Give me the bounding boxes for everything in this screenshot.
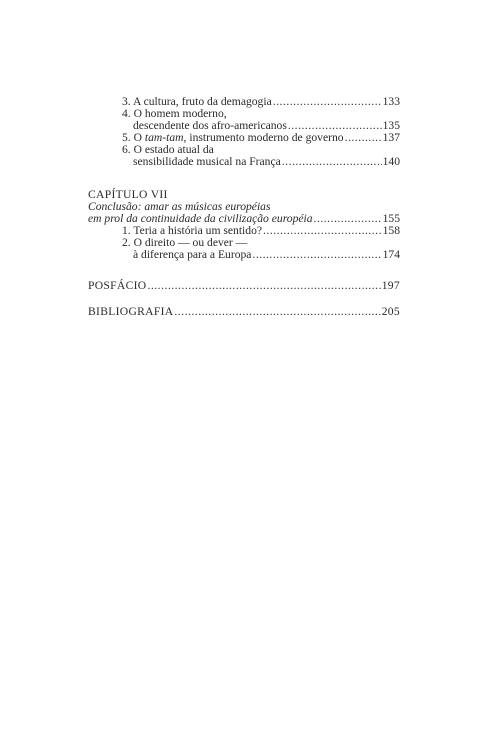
bibliografia-page: 205 [381,305,400,318]
entry-number: 2. [122,236,131,249]
entry-page: 174 [382,248,400,261]
entry-title-post: , instrumento moderno de governo [183,131,344,144]
entry-title-cont: à diferença para a Europa [133,248,252,261]
entry-page: 133 [382,95,400,108]
chapter-title-line1: Conclusão: amar as músicas européias [88,200,271,213]
entry-page: 137 [382,131,400,144]
entry-title-cont: sensibilidade musical na França [133,155,281,168]
entry-page: 158 [382,224,400,237]
leader-dots [174,306,380,318]
entry-title: A cultura, fruto da demagogia [132,95,272,108]
toc-entry-7-2-line2 [88,249,400,261]
chapter-title-line2: em prol da continuidade da civilização européia ..... 155 [88,213,400,225]
chapter-heading: CAPÍTULO VII [88,188,168,201]
entry-number: 3. [122,95,131,108]
entry-page: 135 [382,119,400,132]
entry-title: O homem moderno, [133,107,227,120]
entry-number: 5. [122,131,131,144]
toc-entry-6-line2 [88,156,400,168]
entry-title-pre: O [133,131,145,144]
entry-title: Teria a história um sentido? [133,224,263,237]
posfacio-entry [88,280,400,292]
leader-dots [345,132,382,144]
entry-title: O estado atual da [133,143,214,156]
table-of-contents [88,96,400,318]
bibliografia-entry [88,306,400,318]
entry-title: O direito — ou dever — [133,236,248,249]
bibliografia-label: BIBLIOGRAFIA [88,305,174,318]
chapter-page: 155 [382,212,400,225]
entry-title-italic: tam-tam [144,131,184,144]
entry-number: 1. [122,224,131,237]
entry-page: 140 [382,155,400,168]
leader-dots [147,280,380,292]
entry-number: 6. [122,143,131,156]
leader-dots [263,225,382,237]
posfacio-page: 197 [381,279,400,292]
leader-dots [273,96,382,108]
entry-title-cont: descendente dos afro-americanos [133,119,287,132]
posfacio-label: POSFÁCIO [88,279,147,292]
leader-dots [282,156,382,168]
leader-dots [314,213,382,225]
leader-dots [252,249,381,261]
entry-number: 4. [122,107,131,120]
